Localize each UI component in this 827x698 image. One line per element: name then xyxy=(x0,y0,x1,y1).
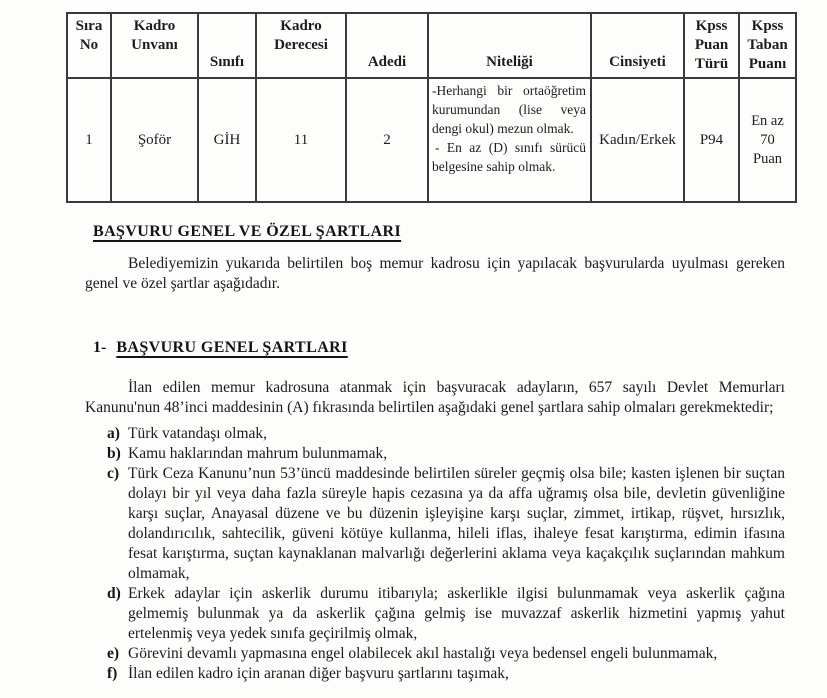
header-sinifi: Sınıfı xyxy=(198,13,256,78)
cell-kadro-derecesi: 11 xyxy=(256,78,346,202)
cell-sinifi: GİH xyxy=(198,78,256,202)
header-kpss-taban-puani: Kpss Taban Puanı xyxy=(739,13,796,78)
header-kpss-puan-turu: Kpss Puan Türü xyxy=(684,13,739,78)
section-title-basvuru-genel-ve-ozel-sartlari: BAŞVURU GENEL VE ÖZEL ŞARTLARI xyxy=(93,223,402,240)
cell-kpss-taban-puani: En az 70 Puan xyxy=(739,78,796,202)
cell-kpss-puan-turu: P94 xyxy=(684,78,739,202)
list-item xyxy=(107,444,785,464)
header-niteligi: Niteliği xyxy=(428,13,591,78)
item-letter: f) xyxy=(107,665,118,682)
basvuru-intro-paragraph: Belediyemizin yukarıda belirtilen boş memur kadrosu için yapılacak başvurularda uyulması gereken genel ve özel şartlar aşağıdadır. xyxy=(85,255,785,292)
item-letter: b) xyxy=(107,445,121,462)
niteligi-requirement-2: - En az (D) sınıfı sürücü belgesine sahip olmak. xyxy=(432,140,586,174)
header-adedi: Adedi xyxy=(346,13,428,78)
section-number: 1- xyxy=(93,339,107,356)
item-text: Görevini devamlı yapmasına engel olabilecek akıl hastalığı veya bedensel engeli bulunmamak, xyxy=(128,645,718,662)
cell-niteligi xyxy=(428,78,591,202)
cell-sira-no: 1 xyxy=(67,78,111,202)
list-item xyxy=(107,464,785,584)
item-letter: a) xyxy=(107,425,120,442)
item-text: Türk Ceza Kanunu’nun 53’üncü maddesinde belirtilen süreler geçmiş olsa bile; kasten işlenen bir suçtan dolayı bir yıl veya daha fazla süreyle hapis cezasına ya da affa uğramış olsa bile, devletin güvenliğine karşı suçlar, Anayasal düzene ve bu düzenin işleyişine karşı suçlar, zimmet, irtikap, rüşvet, hırsızlık, dolandırıcılık, sahtecilik, güveni kötüye kullanma, hileli iflas, ihaleye fesat karıştırma, edimin ifasına fesat karıştırma, suçtan kaynaklanan malvarlığı değerlerini aklama veya kaçakçılık suçlarından mahkum olmamak, xyxy=(128,465,785,582)
header-cinsiyeti: Cinsiyeti xyxy=(591,13,684,78)
item-text: Erkek adaylar için askerlik durumu itibarıyla; askerlikle ilgisi bulunmamak veya askerlik çağına gelmemiş bulunmak ya da askerlik çağına gelmiş ise muvazzaf askerlik hizmetini yapmış yahut ertelenmiş veya yedek sınıfa geçirilmiş olmak, xyxy=(128,585,785,642)
header-kadro-unvani: Kadro Unvanı xyxy=(111,13,198,78)
list-item xyxy=(107,664,785,684)
document-body xyxy=(85,220,785,684)
list-item xyxy=(107,424,785,444)
list-item xyxy=(107,584,785,644)
kadro-table xyxy=(66,12,797,203)
genel-sartlar-intro-paragraph: İlan edilen memur kadrosuna atanmak için başvuracak adayların, 657 sayılı Devlet Memurları Kanunu'nun 48’inci maddesinin (A) fıkrasında belirtilen aşağıdaki genel şartlara sahip olmaları gerekmektedir; xyxy=(85,379,785,416)
cell-cinsiyeti: Kadın/Erkek xyxy=(591,78,684,202)
item-letter: e) xyxy=(107,645,120,662)
table-header-row xyxy=(67,13,796,78)
cell-adedi: 2 xyxy=(346,78,428,202)
item-letter: c) xyxy=(107,465,120,482)
header-kadro-derecesi: Kadro Derecesi xyxy=(256,13,346,78)
item-text: Kamu haklarından mahrum bulunmamak, xyxy=(128,445,388,462)
item-text: İlan edilen kadro için aranan diğer başvuru şartlarını taşımak, xyxy=(128,665,509,682)
section-heading-genel-sartlar xyxy=(93,338,785,358)
niteligi-requirement-1: -Herhangi bir ortaöğretim kurumundan (lise veya dengi okul) mezun olmak. xyxy=(432,83,586,136)
item-text: Türk vatandaşı olmak, xyxy=(128,425,268,442)
table-row xyxy=(67,78,796,202)
header-sira-no: Sıra No xyxy=(67,13,111,78)
section-title-basvuru-genel-sartlari: BAŞVURU GENEL ŞARTLARI xyxy=(116,339,348,356)
item-letter: d) xyxy=(107,585,121,602)
requirements-list xyxy=(107,424,785,684)
cell-kadro-unvani: Şoför xyxy=(111,78,198,202)
list-item xyxy=(107,644,785,664)
